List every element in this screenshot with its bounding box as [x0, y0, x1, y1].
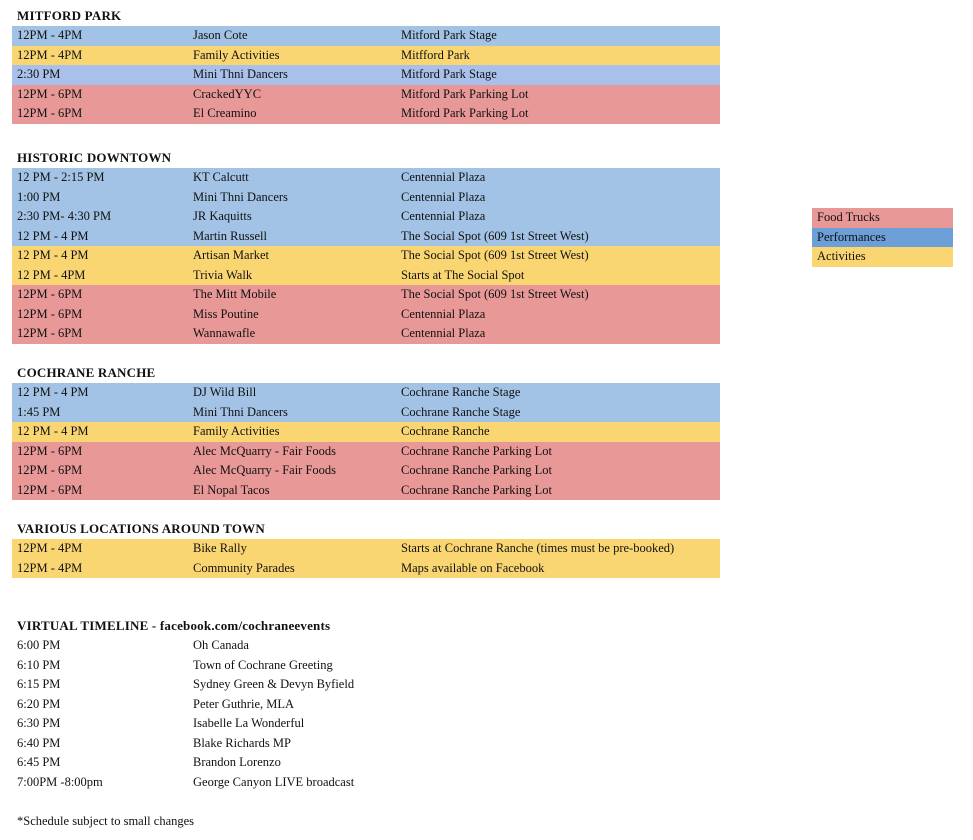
- event-cell: JR Kaquitts: [193, 209, 252, 223]
- time-cell: 2:30 PM: [17, 67, 61, 81]
- location-cell: Centennial Plaza: [401, 306, 486, 321]
- location-cell: The Social Spot (609 1st Street West): [401, 287, 589, 301]
- event-cell: CrackedYYC: [193, 86, 262, 101]
- schedule-row: [12, 422, 720, 442]
- time-cell: 12PM - 6PM: [17, 306, 83, 321]
- schedule-row: [12, 383, 720, 403]
- time-cell: 6:40 PM: [17, 735, 61, 750]
- timeline-row: [12, 695, 720, 715]
- event-cell: The Mitt Mobile: [193, 287, 277, 301]
- schedule-table: [12, 539, 720, 578]
- schedule-table: [12, 168, 720, 344]
- location-cell: Mitfford Park: [401, 47, 470, 62]
- event-cell: Family Activities: [193, 424, 280, 438]
- schedule-row: [12, 104, 720, 124]
- section-title: VARIOUS LOCATIONS AROUND TOWN: [17, 521, 265, 536]
- event-cell: Family Activities: [193, 47, 280, 62]
- location-cell: Cochrane Ranche Parking Lot: [401, 482, 552, 497]
- timeline-row: [12, 656, 720, 676]
- location-cell: Mitford Park Parking Lot: [401, 86, 529, 101]
- time-cell: 2:30 PM- 4:30 PM: [17, 209, 112, 223]
- event-cell: Miss Poutine: [193, 306, 259, 321]
- time-cell: 6:45 PM: [17, 755, 61, 769]
- time-cell: 12PM - 6PM: [17, 326, 83, 340]
- location-cell: The Social Spot (609 1st Street West): [401, 248, 589, 262]
- schedule-row: [12, 324, 720, 344]
- schedule-row: [12, 46, 720, 66]
- time-cell: 6:15 PM: [17, 677, 61, 691]
- event-cell: Town of Cochrane Greeting: [193, 657, 333, 672]
- location-cell: Centennial Plaza: [401, 189, 486, 204]
- schedule-row: [12, 481, 720, 501]
- timeline-row: [12, 714, 720, 734]
- timeline-row: [12, 675, 720, 695]
- legend-item-performances: Performances: [812, 228, 953, 248]
- section-virtual-timeline: [12, 616, 720, 792]
- time-cell: 12PM - 6PM: [17, 106, 83, 120]
- time-cell: 12PM - 6PM: [17, 443, 83, 458]
- time-cell: 12 PM - 2:15 PM: [17, 170, 105, 184]
- timeline-row: [12, 636, 720, 656]
- time-cell: 12 PM - 4 PM: [17, 385, 89, 399]
- event-cell: George Canyon LIVE broadcast: [193, 774, 355, 789]
- schedule-row: [12, 305, 720, 325]
- footnote: *Schedule subject to small changes: [17, 814, 195, 828]
- time-cell: 12PM - 4PM: [17, 47, 83, 62]
- event-cell: Alec McQuarry - Fair Foods: [193, 443, 337, 458]
- time-cell: 1:45 PM: [17, 404, 61, 419]
- section-historic-downtown: [12, 148, 720, 344]
- schedule-row: [12, 207, 720, 227]
- time-cell: 6:20 PM: [17, 696, 61, 711]
- time-cell: 12PM - 6PM: [17, 287, 83, 301]
- time-cell: 6:30 PM: [17, 716, 61, 730]
- time-cell: 7:00PM -8:00pm: [17, 774, 103, 789]
- time-cell: 12PM - 4PM: [17, 28, 83, 42]
- schedule-row: [12, 539, 720, 559]
- timeline-row: [12, 773, 720, 793]
- location-cell: Mitford Park Stage: [401, 28, 497, 42]
- location-cell: Mitford Park Stage: [401, 67, 497, 81]
- event-cell: KT Calcutt: [193, 170, 249, 184]
- location-cell: Cochrane Ranche Stage: [401, 404, 521, 419]
- schedule-row: [12, 461, 720, 481]
- schedule-row: [12, 227, 720, 247]
- section-various-locations: [12, 519, 720, 578]
- schedule-row: [12, 285, 720, 305]
- location-cell: Centennial Plaza: [401, 209, 486, 223]
- event-cell: Mini Thni Dancers: [193, 189, 288, 204]
- time-cell: 12PM - 6PM: [17, 86, 83, 101]
- section-mitford-park: [12, 6, 720, 124]
- event-cell: Jason Cote: [193, 28, 248, 42]
- time-cell: 12 PM - 4PM: [17, 267, 86, 282]
- location-cell: The Social Spot (609 1st Street West): [401, 228, 589, 243]
- event-cell: El Creamino: [193, 106, 257, 120]
- timeline-row: [12, 734, 720, 754]
- location-cell: Starts at Cochrane Ranche (times must be pre-booked): [401, 541, 675, 555]
- location-cell: Mitford Park Parking Lot: [401, 106, 529, 120]
- location-cell: Cochrane Ranche: [401, 424, 490, 438]
- timeline-row: [12, 753, 720, 773]
- location-cell: Centennial Plaza: [401, 326, 486, 340]
- time-cell: 12PM - 6PM: [17, 482, 83, 497]
- event-cell: Mini Thni Dancers: [193, 404, 288, 419]
- color-legend: [812, 208, 953, 267]
- legend-item-food-trucks: Food Trucks: [812, 208, 953, 228]
- time-cell: 12 PM - 4 PM: [17, 424, 89, 438]
- location-cell: Cochrane Ranche Parking Lot: [401, 463, 552, 477]
- event-cell: Community Parades: [193, 560, 295, 575]
- event-cell: Brandon Lorenzo: [193, 755, 281, 769]
- section-title: VIRTUAL TIMELINE - facebook.com/cochraneevents: [17, 618, 331, 633]
- section-title: MITFORD PARK: [17, 8, 122, 23]
- schedule-row: [12, 246, 720, 266]
- section-title: HISTORIC DOWNTOWN: [17, 150, 172, 165]
- virtual-timeline-list: [12, 636, 720, 792]
- time-cell: 12PM - 4PM: [17, 541, 83, 555]
- event-cell: Sydney Green & Devyn Byfield: [193, 677, 355, 691]
- schedule-row: [12, 403, 720, 423]
- schedule-table: [12, 383, 720, 500]
- location-cell: Starts at The Social Spot: [401, 267, 525, 282]
- time-cell: 12PM - 6PM: [17, 463, 83, 477]
- location-cell: Cochrane Ranche Stage: [401, 385, 521, 399]
- schedule-row: [12, 442, 720, 462]
- time-cell: 6:10 PM: [17, 657, 61, 672]
- section-title: COCHRANE RANCHE: [17, 365, 156, 380]
- event-cell: Mini Thni Dancers: [193, 67, 288, 81]
- event-cell: Alec McQuarry - Fair Foods: [193, 463, 337, 477]
- event-cell: Oh Canada: [193, 638, 249, 652]
- event-cell: Artisan Market: [193, 248, 270, 262]
- event-cell: Peter Guthrie, MLA: [193, 696, 295, 711]
- schedule-row: [12, 65, 720, 85]
- event-cell: Martin Russell: [193, 228, 267, 243]
- event-cell: DJ Wild Bill: [193, 385, 257, 399]
- event-cell: Wannawafle: [193, 326, 256, 340]
- schedule-table: [12, 26, 720, 124]
- schedule-row: [12, 168, 720, 188]
- schedule-row: [12, 266, 720, 286]
- time-cell: 1:00 PM: [17, 189, 61, 204]
- schedule-row: [12, 85, 720, 105]
- schedule-row: [12, 188, 720, 208]
- time-cell: 12 PM - 4 PM: [17, 228, 89, 243]
- time-cell: 12 PM - 4 PM: [17, 248, 89, 262]
- legend-item-activities: Activities: [812, 247, 953, 267]
- schedule-row: [12, 559, 720, 579]
- time-cell: 12PM - 4PM: [17, 560, 83, 575]
- section-cochrane-ranche: [12, 363, 720, 500]
- location-cell: Centennial Plaza: [401, 170, 486, 184]
- event-cell: Blake Richards MP: [193, 735, 291, 750]
- location-cell: Cochrane Ranche Parking Lot: [401, 443, 552, 458]
- event-cell: Isabelle La Wonderful: [193, 716, 305, 730]
- event-cell: El Nopal Tacos: [193, 482, 270, 497]
- event-cell: Trivia Walk: [193, 267, 253, 282]
- time-cell: 6:00 PM: [17, 638, 61, 652]
- location-cell: Maps available on Facebook: [401, 560, 545, 575]
- event-cell: Bike Rally: [193, 541, 247, 555]
- schedule-row: [12, 26, 720, 46]
